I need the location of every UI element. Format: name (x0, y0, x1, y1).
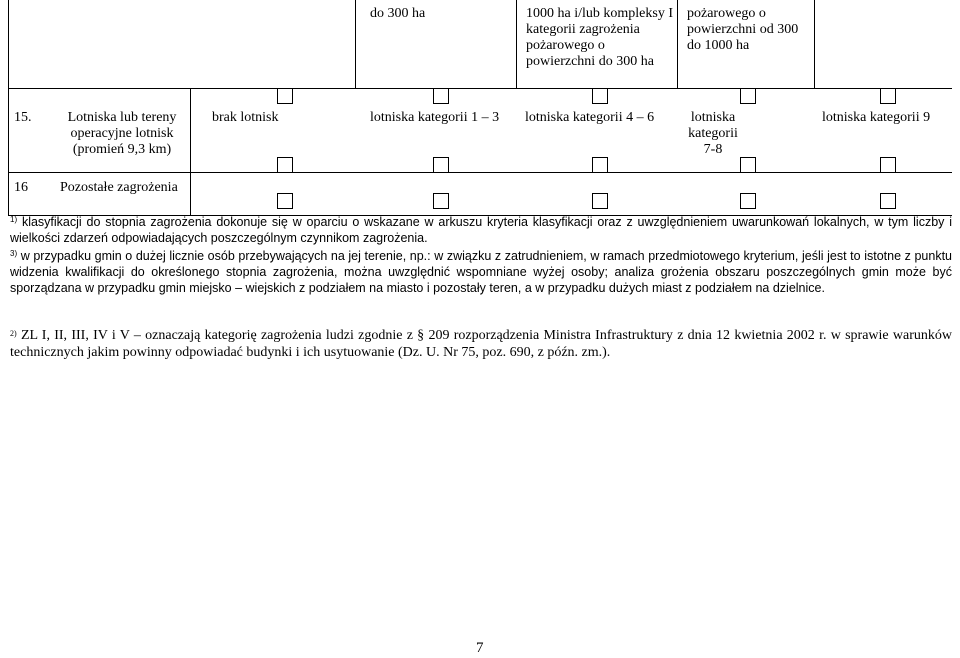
table-divider (814, 0, 815, 88)
checkbox-row-15[interactable] (592, 157, 608, 173)
table-divider (190, 88, 191, 216)
checkbox-top[interactable] (433, 88, 449, 104)
checkbox-row-16[interactable] (592, 193, 608, 209)
checkbox-row-15[interactable] (277, 157, 293, 173)
table-row-divider (8, 172, 952, 173)
checkbox-row-16[interactable] (277, 193, 293, 209)
top-cell-2: 1000 ha i/lub kompleksy I kategorii zagrożenia pożarowego o powierzchni do 300 ha (526, 6, 673, 69)
option-label-3: lotniska kategorii 4 – 6 (525, 110, 655, 125)
footnote-3-text: w przypadku gmin o dużej licznie osób przebywających na jej terenie, np.: w związku z zatrudnieniem, w ramach przedmiotowego kryterium, jeśli jest to istotne z punktu widzenia kwalifikacji do określonego stopnia zagrożenia, można uwzględnić wspomniane wyżej osoby; analiza grożenia obszaru poszczególnych gmin może być sporządzana w przypadku gmin miejsko – wiejskich z podziałem na miasto i pozostały teren, a w przypadku dużych miast z podziałem na dzielnice. (10, 249, 952, 295)
checkbox-top[interactable] (880, 88, 896, 104)
checkbox-top[interactable] (740, 88, 756, 104)
table-divider (516, 0, 517, 88)
checkbox-top[interactable] (592, 88, 608, 104)
row-16-number: 16 (14, 180, 28, 195)
option-label-5: lotniska kategorii 9 (822, 110, 931, 125)
footnote-3-mark: 3) (10, 249, 18, 258)
top-cell-3: pożarowego o powierzchni od 300 do 1000 ha (687, 6, 799, 53)
table-divider (355, 0, 356, 88)
checkbox-row-16[interactable] (740, 193, 756, 209)
footnote-2 (10, 327, 952, 361)
checkbox-top[interactable] (277, 88, 293, 104)
checkbox-row-16[interactable] (880, 193, 896, 209)
row-15-label: Lotniska lub tereny operacyjne lotnisk (promień 9,3 km) (67, 110, 177, 157)
option-label-1: brak lotnisk (212, 110, 279, 125)
checkbox-row-15[interactable] (740, 157, 756, 173)
footnote-1 (10, 214, 952, 246)
footnote-1-mark: 1) (10, 215, 18, 224)
footnote-2-mark: 2) (10, 329, 17, 338)
option-label-4: lotniska kategorii 7-8 (688, 110, 738, 157)
row-16-label: Pozostałe zagrożenia (60, 180, 178, 195)
page-number: 7 (476, 640, 484, 656)
table-border (8, 0, 9, 216)
footnote-1-text: klasyfikacji do stopnia zagrożenia dokonuje się w oparciu o wskazane w arkuszu kryteria klasyfikacji oraz z uwzględnieniem uwarunkowań lokalnych, w tym liczby i wielkości zdarzeń odpowiadających poszczególnym czynnikom zagrożenia. (10, 215, 952, 245)
checkbox-row-16[interactable] (433, 193, 449, 209)
option-label-2: lotniska kategorii 1 – 3 (370, 110, 500, 125)
footnote-2-text: ZL I, II, III, IV i V – oznaczają kategorię zagrożenia ludzi zgodnie z § 209 rozporządzenia Ministra Infrastruktury z dnia 12 kwietnia 2002 r. w sprawie warunków technicznych jakim powinny odpowiadać budynki i ich usytuowanie (Dz. U. Nr 75, poz. 690, z późn. zm.). (10, 328, 953, 360)
top-cell-1: do 300 ha (370, 6, 426, 21)
row-15-number: 15. (14, 110, 32, 125)
footnote-3 (10, 248, 952, 296)
table-divider (677, 0, 678, 88)
checkbox-row-15[interactable] (433, 157, 449, 173)
checkbox-row-15[interactable] (880, 157, 896, 173)
table-row-divider (8, 88, 952, 89)
